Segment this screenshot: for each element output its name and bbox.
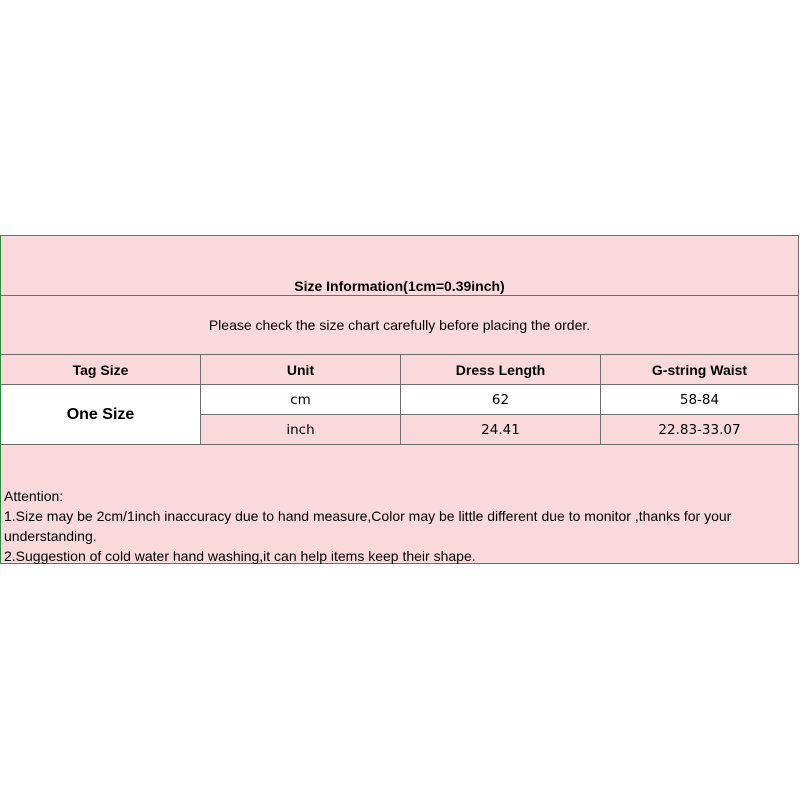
unit-inch-cell: inch: [201, 415, 401, 445]
size-info-title-row: [1, 236, 798, 296]
gstring-waist-inch-cell: 22.83-33.07: [601, 415, 798, 445]
dress-length-cm-cell: 62: [401, 385, 601, 415]
size-check-note-row: [1, 296, 798, 355]
unit-cm-cell: cm: [201, 385, 401, 415]
size-info-title: Size Information(1cm=0.39inch): [294, 278, 505, 294]
attention-line-2: 2.Suggestion of cold water hand washing,it can help items keep their shape.: [4, 548, 476, 564]
header-dress-length: Dress Length: [401, 355, 601, 385]
size-chart: [0, 235, 799, 564]
dress-length-inch-cell: 24.41: [401, 415, 601, 445]
size-table: [1, 355, 798, 445]
header-gstring-waist: G-string Waist: [601, 355, 798, 385]
attention-heading: Attention:: [4, 488, 64, 504]
tag-size-cell: One Size: [1, 385, 201, 445]
size-check-note: Please check the size chart carefully before placing the order.: [208, 317, 591, 333]
gstring-waist-cm-cell: 58-84: [601, 385, 798, 415]
attention-line-1a: 1.Size may be 2cm/1inch inaccuracy due to hand measure,Color may be little different due to monitor ,thanks for your: [4, 508, 732, 524]
attention-line-1b: understanding.: [4, 528, 97, 544]
header-tag-size: Tag Size: [1, 355, 201, 385]
header-unit: Unit: [201, 355, 401, 385]
attention-notes: [4, 486, 798, 566]
